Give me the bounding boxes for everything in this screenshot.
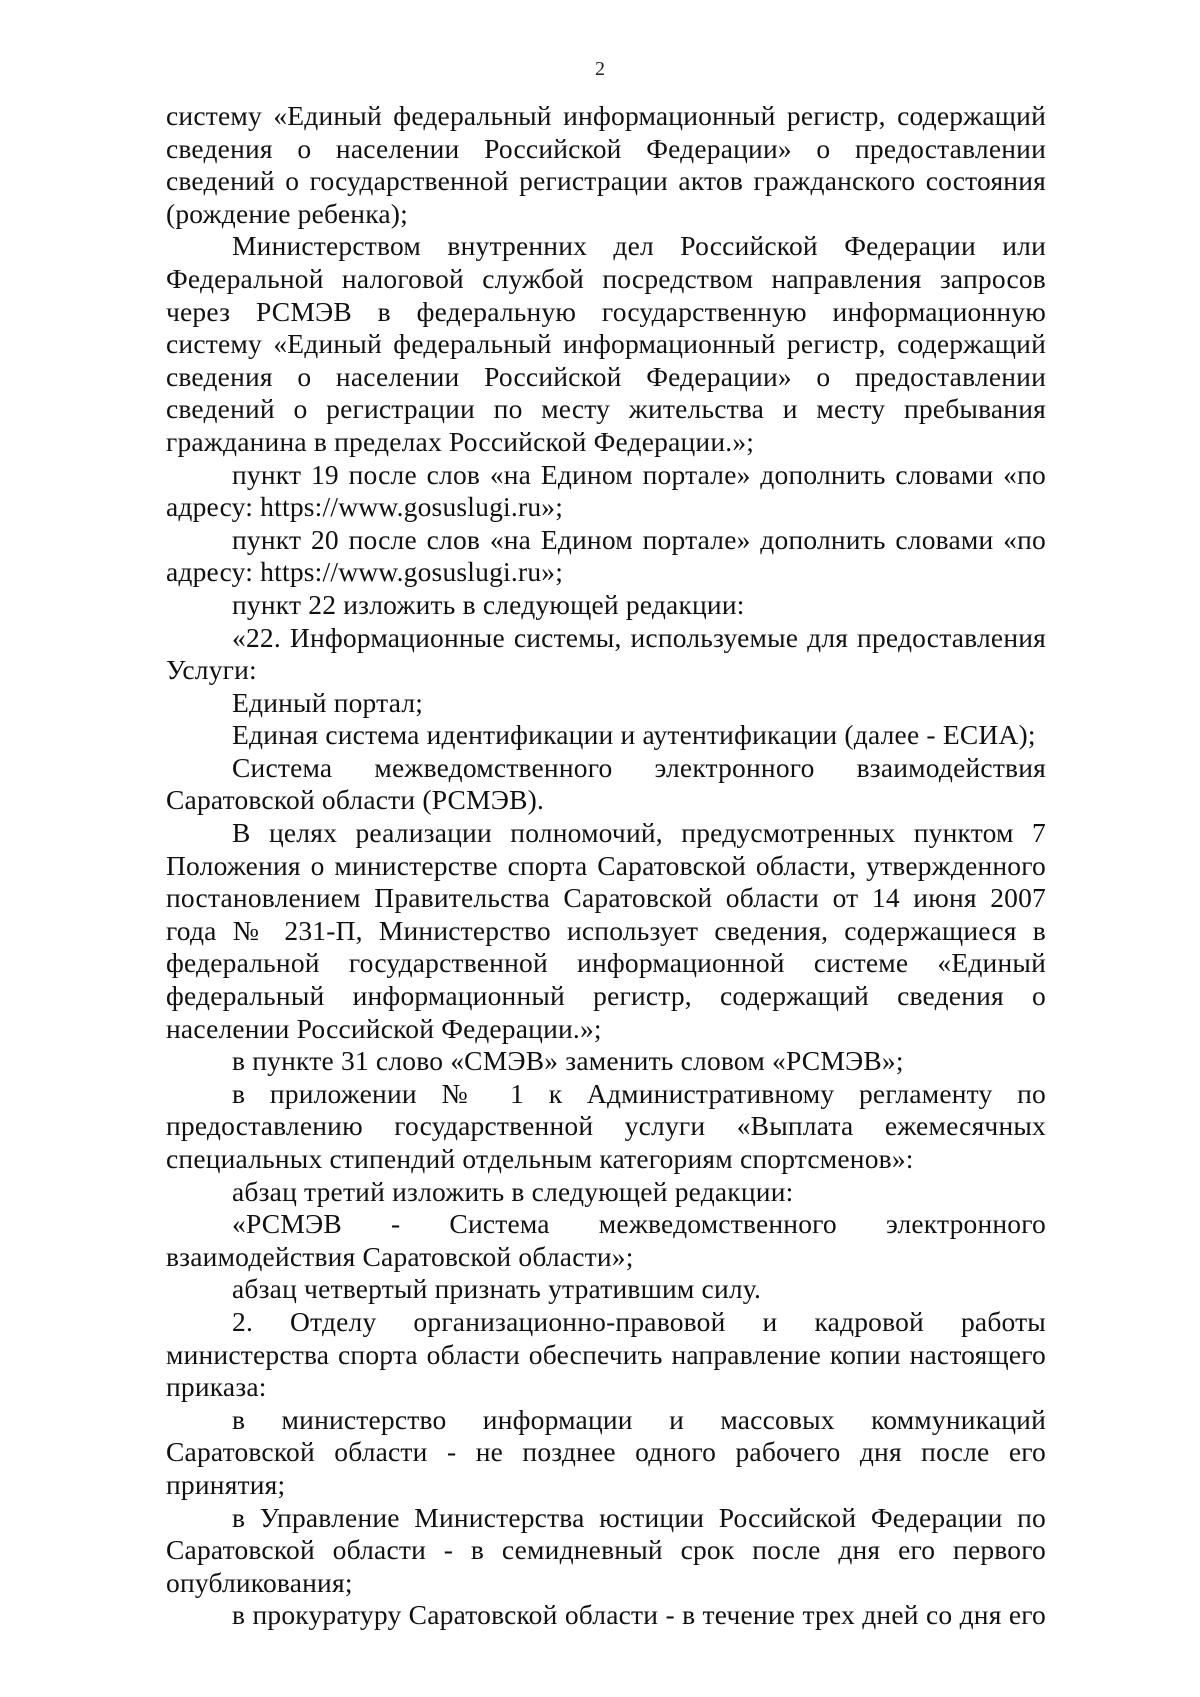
paragraph: В целях реализации полномочий, предусмотренных пунктом 7 Положения о министерстве спорта Саратовской области, утвержденного постановлением Правительства Саратовской области от 14 июня 2007 года № 231-П, Министерство использует сведения, содержащиеся в федеральной государственной информационной системе «Единый федеральный информационный регистр, содержащий сведения о населении Российской Федерации.»; (166, 817, 1046, 1044)
paragraph: пункт 19 после слов «на Едином портале» дополнить словами «по адресу: https://www.gosuslugi.ru»; (166, 458, 1046, 523)
paragraph: «РСМЭВ - Система межведомственного электронного взаимодействия Саратовской области»; (166, 1208, 1046, 1272)
paragraph: абзац четвертый признать утратившим силу. (232, 1273, 762, 1305)
paragraph: пункт 20 после слов «на Едином портале» дополнить словами «по адресу: https://www.gosuslugi.ru»; (166, 523, 1046, 588)
paragraph: абзац третий изложить в следующей редакции: (232, 1175, 794, 1207)
paragraph: 2. Отделу организационно-правовой и кадровой работы министерства спорта области обеспечить направление копии настоящего приказа: (166, 1305, 1046, 1403)
paragraph: в Управление Министерства юстиции Российской Федерации по Саратовской области - в семидневный срок после дня его первого опубликования; (166, 1501, 1046, 1598)
paragraph: в министерство информации и массовых коммуникаций Саратовской области - не позднее одного рабочего дня после его принятия; (166, 1403, 1046, 1500)
page-number: 2 (595, 58, 605, 80)
paragraph: Система межведомственного электронного взаимодействия Саратовской области (РСМЭВ). (166, 751, 1046, 816)
paragraph: в приложении № 1 к Административному регламенту по предоставлению государственной услуги «Выплата ежемесячных специальных стипендий отдельным категориям спортсменов»: (166, 1077, 1046, 1174)
paragraph: Единый портал; (232, 686, 424, 718)
document-body (166, 100, 1046, 1632)
paragraph-continued: в прокуратуру Саратовской области - в течение трех дней со дня его (232, 1599, 1046, 1631)
paragraph: пункт 22 изложить в следующей редакции: (232, 588, 745, 620)
paragraph: Единая система идентификации и аутентификации (далее - ЕСИА); (232, 719, 1036, 751)
paragraph: «22. Информационные системы, используемые для предоставления Услуги: (166, 621, 1046, 686)
paragraph: в пункте 31 слово «СМЭВ» заменить словом «РСМЭВ»; (232, 1045, 904, 1077)
paragraph: систему «Единый федеральный информационный регистр, содержащий сведения о населении Российской Федерации» о предоставлении сведений о государственной регистрации актов гражданского состояния (рождение ребенка); (166, 100, 1046, 229)
paragraph: Министерством внутренних дел Российской Федерации или Федеральной налоговой службой посредством направления запросов через РСМЭВ в федеральную государственную информационную систему «Единый федеральный информационный регистр, содержащий сведения о населении Российской Федерации» о предоставлении сведений о регистрации по месту жительства и месту пребывания гражданина в пределах Российской Федерации.»; (166, 230, 1046, 457)
